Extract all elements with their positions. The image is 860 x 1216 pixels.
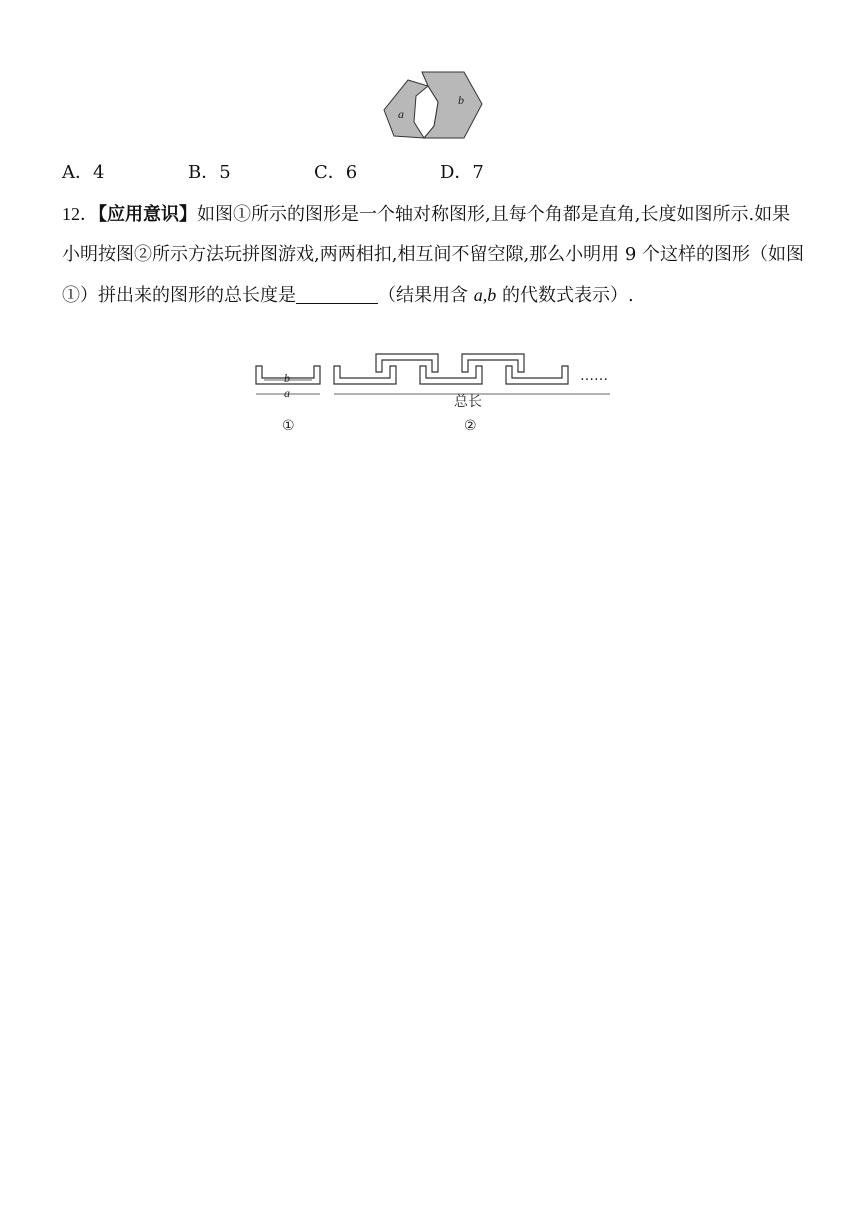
choice-c[interactable]: C．6 [314,162,358,183]
answer-blank[interactable] [296,283,378,304]
label-b: b [458,93,464,107]
question-text: 如图①所示的图形是一个轴对称图形,且每个角都是直角,长度如图所示.如果小明按图②所示方法玩拼图游戏,两两相扣,相互间不留空隙,那么小明用 9 个这样的图形（如图①）拼出来的图形的总长度是 [62,204,805,306]
fig1-caption: ① [282,418,295,434]
label-a: a [398,107,404,121]
question-text-2: （结果用含 [378,285,474,306]
variables-ab: a,b [473,285,497,305]
choice-d[interactable]: D．7 [440,162,484,183]
question-text-3: 的代数式表示）. [496,285,634,306]
puzzle-figure [250,350,620,440]
fig2-pieces [334,354,568,384]
fig2-ellipsis: …… [580,368,608,384]
fig1-label-b: b [284,371,290,385]
fig1-label-a: a [284,386,290,400]
overlapping-polygons-figure [380,66,490,146]
question-number: 12． [62,204,98,224]
fig2-total-label: 总长 [454,394,482,410]
fig2-caption: ② [464,418,477,434]
choice-a[interactable]: A．4 [62,162,105,183]
question-12 [62,194,807,316]
choice-b[interactable]: B．5 [188,162,231,183]
question-tag: 【应用意识】 [98,204,197,225]
